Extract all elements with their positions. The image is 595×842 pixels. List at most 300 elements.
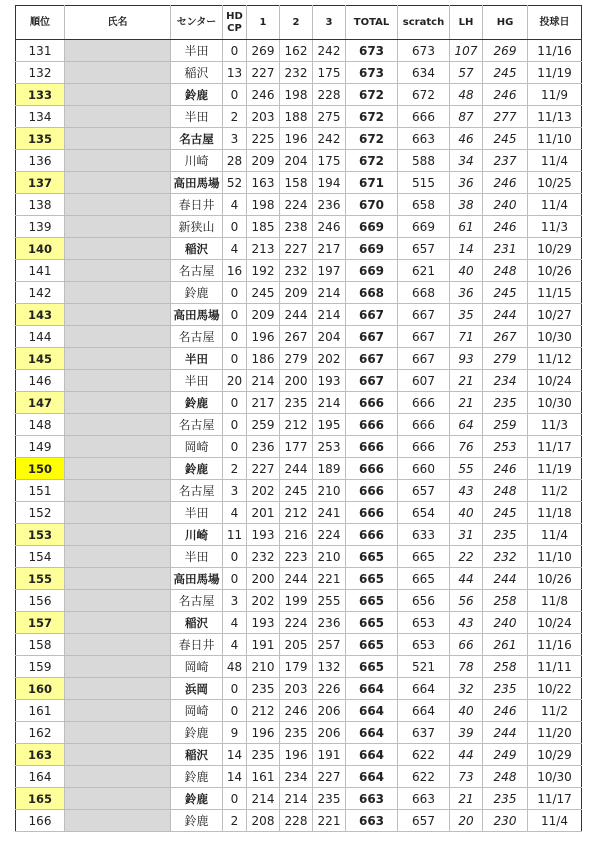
name-cell xyxy=(65,568,171,590)
total-cell: 663 xyxy=(346,788,398,810)
hg-cell: 277 xyxy=(483,106,528,128)
scratch-cell: 663 xyxy=(398,788,450,810)
total-cell: 665 xyxy=(346,656,398,678)
total-cell: 665 xyxy=(346,546,398,568)
game2-cell: 244 xyxy=(280,304,313,326)
center-cell: 半田 xyxy=(171,546,223,568)
table-row xyxy=(16,40,582,62)
table-row xyxy=(16,546,582,568)
hdcp-cell: 0 xyxy=(223,568,247,590)
name-cell xyxy=(65,348,171,370)
scratch-cell: 665 xyxy=(398,546,450,568)
center-cell: 名古屋 xyxy=(171,480,223,502)
date-cell: 11/17 xyxy=(528,788,582,810)
total-cell: 666 xyxy=(346,458,398,480)
total-cell: 673 xyxy=(346,62,398,84)
game2-cell: 177 xyxy=(280,436,313,458)
rank-cell: 161 xyxy=(16,700,65,722)
header-date: 投球日 xyxy=(528,6,582,40)
rank-cell: 140 xyxy=(16,238,65,260)
hg-cell: 258 xyxy=(483,656,528,678)
header-hg: HG xyxy=(483,6,528,40)
game3-cell: 214 xyxy=(313,282,346,304)
lh-cell: 40 xyxy=(450,260,483,282)
hdcp-cell: 3 xyxy=(223,128,247,150)
hdcp-cell: 13 xyxy=(223,62,247,84)
game3-cell: 255 xyxy=(313,590,346,612)
hg-cell: 248 xyxy=(483,260,528,282)
table-row xyxy=(16,326,582,348)
date-cell: 11/10 xyxy=(528,546,582,568)
game2-cell: 196 xyxy=(280,744,313,766)
total-cell: 669 xyxy=(346,216,398,238)
game2-cell: 196 xyxy=(280,128,313,150)
lh-cell: 21 xyxy=(450,788,483,810)
scratch-cell: 666 xyxy=(398,106,450,128)
center-cell: 鈴鹿 xyxy=(171,722,223,744)
lh-cell: 21 xyxy=(450,392,483,414)
total-cell: 665 xyxy=(346,612,398,634)
table-row xyxy=(16,62,582,84)
total-cell: 665 xyxy=(346,568,398,590)
table-row xyxy=(16,524,582,546)
center-cell: 鈴鹿 xyxy=(171,458,223,480)
game1-cell: 246 xyxy=(247,84,280,106)
lh-cell: 34 xyxy=(450,150,483,172)
date-cell: 10/22 xyxy=(528,678,582,700)
rank-cell: 146 xyxy=(16,370,65,392)
name-cell xyxy=(65,766,171,788)
scratch-cell: 667 xyxy=(398,348,450,370)
center-cell: 高田馬場 xyxy=(171,172,223,194)
table-row xyxy=(16,788,582,810)
lh-cell: 107 xyxy=(450,40,483,62)
game3-cell: 224 xyxy=(313,524,346,546)
header-hdcp-line2: CP xyxy=(227,22,242,34)
game2-cell: 235 xyxy=(280,392,313,414)
hg-cell: 232 xyxy=(483,546,528,568)
rank-cell: 136 xyxy=(16,150,65,172)
scratch-cell: 666 xyxy=(398,414,450,436)
hdcp-cell: 0 xyxy=(223,40,247,62)
total-cell: 666 xyxy=(346,436,398,458)
hdcp-cell: 0 xyxy=(223,326,247,348)
name-cell xyxy=(65,524,171,546)
table-row xyxy=(16,414,582,436)
game2-cell: 199 xyxy=(280,590,313,612)
game1-cell: 185 xyxy=(247,216,280,238)
game3-cell: 132 xyxy=(313,656,346,678)
game3-cell: 236 xyxy=(313,612,346,634)
table-row xyxy=(16,678,582,700)
game3-cell: 221 xyxy=(313,810,346,832)
center-cell: 春日井 xyxy=(171,634,223,656)
game2-cell: 245 xyxy=(280,480,313,502)
date-cell: 11/4 xyxy=(528,150,582,172)
date-cell: 11/17 xyxy=(528,436,582,458)
game2-cell: 244 xyxy=(280,458,313,480)
ranking-table xyxy=(15,5,582,832)
header-game-1: 1 xyxy=(247,6,280,40)
game2-cell: 212 xyxy=(280,414,313,436)
game2-cell: 162 xyxy=(280,40,313,62)
game3-cell: 197 xyxy=(313,260,346,282)
name-cell xyxy=(65,128,171,150)
game2-cell: 216 xyxy=(280,524,313,546)
rank-cell: 163 xyxy=(16,744,65,766)
name-cell xyxy=(65,590,171,612)
table-row xyxy=(16,480,582,502)
scratch-cell: 657 xyxy=(398,480,450,502)
rank-cell: 166 xyxy=(16,810,65,832)
game3-cell: 257 xyxy=(313,634,346,656)
date-cell: 11/20 xyxy=(528,722,582,744)
header-game-2: 2 xyxy=(280,6,313,40)
scratch-cell: 515 xyxy=(398,172,450,194)
center-cell: 川崎 xyxy=(171,150,223,172)
hdcp-cell: 2 xyxy=(223,810,247,832)
game1-cell: 209 xyxy=(247,150,280,172)
table-body xyxy=(16,40,582,832)
total-cell: 667 xyxy=(346,370,398,392)
hdcp-cell: 4 xyxy=(223,194,247,216)
total-cell: 666 xyxy=(346,524,398,546)
game1-cell: 235 xyxy=(247,744,280,766)
hg-cell: 246 xyxy=(483,216,528,238)
center-cell: 岡崎 xyxy=(171,656,223,678)
hdcp-cell: 0 xyxy=(223,282,247,304)
hg-cell: 230 xyxy=(483,810,528,832)
lh-cell: 14 xyxy=(450,238,483,260)
hdcp-cell: 14 xyxy=(223,744,247,766)
rank-cell: 156 xyxy=(16,590,65,612)
table-row xyxy=(16,106,582,128)
table-row xyxy=(16,612,582,634)
lh-cell: 31 xyxy=(450,524,483,546)
center-cell: 名古屋 xyxy=(171,414,223,436)
date-cell: 11/10 xyxy=(528,128,582,150)
hdcp-cell: 16 xyxy=(223,260,247,282)
header-center: センター xyxy=(171,6,223,40)
name-cell xyxy=(65,414,171,436)
header-hdcp xyxy=(223,6,247,40)
center-cell: 鈴鹿 xyxy=(171,766,223,788)
scratch-cell: 657 xyxy=(398,238,450,260)
table-row xyxy=(16,128,582,150)
game1-cell: 210 xyxy=(247,656,280,678)
hdcp-cell: 4 xyxy=(223,612,247,634)
game2-cell: 235 xyxy=(280,722,313,744)
hdcp-cell: 0 xyxy=(223,700,247,722)
lh-cell: 64 xyxy=(450,414,483,436)
table-row xyxy=(16,84,582,106)
hdcp-cell: 4 xyxy=(223,238,247,260)
total-cell: 664 xyxy=(346,744,398,766)
game1-cell: 200 xyxy=(247,568,280,590)
game1-cell: 232 xyxy=(247,546,280,568)
rank-cell: 162 xyxy=(16,722,65,744)
game2-cell: 227 xyxy=(280,238,313,260)
game1-cell: 259 xyxy=(247,414,280,436)
hg-cell: 246 xyxy=(483,700,528,722)
scratch-cell: 664 xyxy=(398,700,450,722)
game3-cell: 195 xyxy=(313,414,346,436)
table-row xyxy=(16,744,582,766)
hg-cell: 244 xyxy=(483,304,528,326)
name-cell xyxy=(65,656,171,678)
hg-cell: 235 xyxy=(483,392,528,414)
game2-cell: 209 xyxy=(280,282,313,304)
total-cell: 667 xyxy=(346,304,398,326)
lh-cell: 44 xyxy=(450,568,483,590)
game3-cell: 226 xyxy=(313,678,346,700)
rank-cell: 131 xyxy=(16,40,65,62)
game1-cell: 196 xyxy=(247,722,280,744)
game3-cell: 202 xyxy=(313,348,346,370)
hdcp-cell: 0 xyxy=(223,392,247,414)
game1-cell: 209 xyxy=(247,304,280,326)
lh-cell: 66 xyxy=(450,634,483,656)
game3-cell: 214 xyxy=(313,392,346,414)
game2-cell: 214 xyxy=(280,788,313,810)
scratch-cell: 653 xyxy=(398,612,450,634)
table-row xyxy=(16,370,582,392)
hdcp-cell: 4 xyxy=(223,634,247,656)
name-cell xyxy=(65,106,171,128)
game1-cell: 208 xyxy=(247,810,280,832)
date-cell: 10/30 xyxy=(528,326,582,348)
date-cell: 11/11 xyxy=(528,656,582,678)
hg-cell: 269 xyxy=(483,40,528,62)
hdcp-cell: 14 xyxy=(223,766,247,788)
game1-cell: 201 xyxy=(247,502,280,524)
game1-cell: 214 xyxy=(247,370,280,392)
scratch-cell: 672 xyxy=(398,84,450,106)
rank-cell: 148 xyxy=(16,414,65,436)
name-cell xyxy=(65,458,171,480)
name-cell xyxy=(65,700,171,722)
header-total: TOTAL xyxy=(346,6,398,40)
scratch-cell: 621 xyxy=(398,260,450,282)
game1-cell: 245 xyxy=(247,282,280,304)
game1-cell: 191 xyxy=(247,634,280,656)
scratch-cell: 663 xyxy=(398,128,450,150)
hdcp-cell: 2 xyxy=(223,106,247,128)
rank-cell: 133 xyxy=(16,84,65,106)
scratch-cell: 673 xyxy=(398,40,450,62)
game1-cell: 198 xyxy=(247,194,280,216)
rank-cell: 155 xyxy=(16,568,65,590)
game2-cell: 238 xyxy=(280,216,313,238)
total-cell: 665 xyxy=(346,634,398,656)
total-cell: 670 xyxy=(346,194,398,216)
scratch-cell: 637 xyxy=(398,722,450,744)
scratch-cell: 588 xyxy=(398,150,450,172)
rank-cell: 149 xyxy=(16,436,65,458)
game1-cell: 193 xyxy=(247,524,280,546)
hg-cell: 258 xyxy=(483,590,528,612)
hg-cell: 235 xyxy=(483,678,528,700)
date-cell: 11/16 xyxy=(528,634,582,656)
total-cell: 672 xyxy=(346,150,398,172)
scratch-cell: 665 xyxy=(398,568,450,590)
hg-cell: 248 xyxy=(483,480,528,502)
total-cell: 666 xyxy=(346,392,398,414)
table-row xyxy=(16,458,582,480)
lh-cell: 20 xyxy=(450,810,483,832)
date-cell: 11/4 xyxy=(528,810,582,832)
game2-cell: 232 xyxy=(280,260,313,282)
center-cell: 春日井 xyxy=(171,194,223,216)
hdcp-cell: 11 xyxy=(223,524,247,546)
table-row xyxy=(16,436,582,458)
scratch-cell: 668 xyxy=(398,282,450,304)
hg-cell: 245 xyxy=(483,62,528,84)
rank-cell: 147 xyxy=(16,392,65,414)
hdcp-cell: 3 xyxy=(223,590,247,612)
lh-cell: 48 xyxy=(450,84,483,106)
date-cell: 10/24 xyxy=(528,612,582,634)
game2-cell: 246 xyxy=(280,700,313,722)
table-row xyxy=(16,150,582,172)
center-cell: 名古屋 xyxy=(171,260,223,282)
date-cell: 11/3 xyxy=(528,216,582,238)
hdcp-cell: 0 xyxy=(223,348,247,370)
name-cell xyxy=(65,216,171,238)
table-row xyxy=(16,282,582,304)
total-cell: 666 xyxy=(346,480,398,502)
rank-cell: 134 xyxy=(16,106,65,128)
date-cell: 10/30 xyxy=(528,392,582,414)
rank-cell: 152 xyxy=(16,502,65,524)
game1-cell: 217 xyxy=(247,392,280,414)
table-row xyxy=(16,392,582,414)
hdcp-cell: 28 xyxy=(223,150,247,172)
hg-cell: 267 xyxy=(483,326,528,348)
rank-cell: 145 xyxy=(16,348,65,370)
center-cell: 半田 xyxy=(171,370,223,392)
game3-cell: 228 xyxy=(313,84,346,106)
scratch-cell: 633 xyxy=(398,524,450,546)
center-cell: 稲沢 xyxy=(171,612,223,634)
hdcp-cell: 0 xyxy=(223,304,247,326)
game3-cell: 236 xyxy=(313,194,346,216)
total-cell: 664 xyxy=(346,700,398,722)
name-cell xyxy=(65,788,171,810)
date-cell: 11/3 xyxy=(528,414,582,436)
lh-cell: 35 xyxy=(450,304,483,326)
table-row xyxy=(16,216,582,238)
table-row xyxy=(16,766,582,788)
hg-cell: 244 xyxy=(483,568,528,590)
hg-cell: 245 xyxy=(483,282,528,304)
hg-cell: 249 xyxy=(483,744,528,766)
name-cell xyxy=(65,502,171,524)
total-cell: 672 xyxy=(346,84,398,106)
hdcp-cell: 9 xyxy=(223,722,247,744)
table-row xyxy=(16,722,582,744)
rank-cell: 141 xyxy=(16,260,65,282)
rank-cell: 159 xyxy=(16,656,65,678)
lh-cell: 55 xyxy=(450,458,483,480)
scratch-cell: 666 xyxy=(398,436,450,458)
game3-cell: 210 xyxy=(313,546,346,568)
table-row xyxy=(16,700,582,722)
lh-cell: 93 xyxy=(450,348,483,370)
table-row xyxy=(16,568,582,590)
game2-cell: 234 xyxy=(280,766,313,788)
rank-cell: 157 xyxy=(16,612,65,634)
date-cell: 11/9 xyxy=(528,84,582,106)
game1-cell: 227 xyxy=(247,62,280,84)
center-cell: 半田 xyxy=(171,502,223,524)
game3-cell: 253 xyxy=(313,436,346,458)
game1-cell: 193 xyxy=(247,612,280,634)
game1-cell: 202 xyxy=(247,480,280,502)
total-cell: 668 xyxy=(346,282,398,304)
table-row xyxy=(16,502,582,524)
name-cell xyxy=(65,722,171,744)
hdcp-cell: 0 xyxy=(223,414,247,436)
center-cell: 名古屋 xyxy=(171,590,223,612)
scratch-cell: 657 xyxy=(398,810,450,832)
game2-cell: 205 xyxy=(280,634,313,656)
table-row xyxy=(16,348,582,370)
game3-cell: 206 xyxy=(313,700,346,722)
total-cell: 669 xyxy=(346,238,398,260)
game2-cell: 223 xyxy=(280,546,313,568)
game2-cell: 204 xyxy=(280,150,313,172)
scratch-cell: 664 xyxy=(398,678,450,700)
date-cell: 10/24 xyxy=(528,370,582,392)
game1-cell: 213 xyxy=(247,238,280,260)
lh-cell: 39 xyxy=(450,722,483,744)
game3-cell: 194 xyxy=(313,172,346,194)
scratch-cell: 653 xyxy=(398,634,450,656)
date-cell: 11/19 xyxy=(528,458,582,480)
game2-cell: 244 xyxy=(280,568,313,590)
center-cell: 半田 xyxy=(171,348,223,370)
rank-cell: 138 xyxy=(16,194,65,216)
date-cell: 11/2 xyxy=(528,700,582,722)
game3-cell: 175 xyxy=(313,62,346,84)
table-row xyxy=(16,590,582,612)
hg-cell: 235 xyxy=(483,788,528,810)
lh-cell: 44 xyxy=(450,744,483,766)
hdcp-cell: 2 xyxy=(223,458,247,480)
hdcp-cell: 4 xyxy=(223,502,247,524)
name-cell xyxy=(65,546,171,568)
game2-cell: 279 xyxy=(280,348,313,370)
table-row xyxy=(16,656,582,678)
lh-cell: 22 xyxy=(450,546,483,568)
rank-cell: 139 xyxy=(16,216,65,238)
game2-cell: 188 xyxy=(280,106,313,128)
total-cell: 672 xyxy=(346,128,398,150)
date-cell: 11/12 xyxy=(528,348,582,370)
total-cell: 667 xyxy=(346,348,398,370)
lh-cell: 43 xyxy=(450,480,483,502)
game2-cell: 200 xyxy=(280,370,313,392)
header-row xyxy=(16,6,582,40)
hg-cell: 261 xyxy=(483,634,528,656)
center-cell: 名古屋 xyxy=(171,326,223,348)
center-cell: 岡崎 xyxy=(171,700,223,722)
scratch-cell: 669 xyxy=(398,216,450,238)
game3-cell: 214 xyxy=(313,304,346,326)
hg-cell: 240 xyxy=(483,194,528,216)
game3-cell: 193 xyxy=(313,370,346,392)
